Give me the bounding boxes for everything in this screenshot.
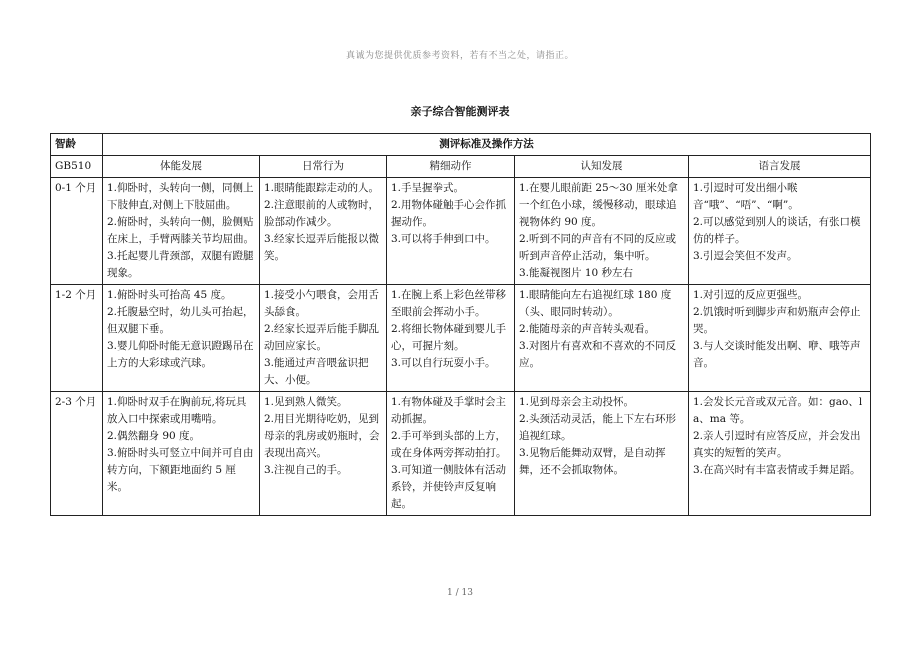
criteria-cell [103, 178, 260, 285]
criteria-item: 1.有物体碰及手掌时会主动抓握。 [391, 396, 507, 425]
criteria-item: 2.能随母亲的声音转头观看。 [519, 323, 656, 335]
criteria-item: 3.对图片有喜欢和不喜欢的不同反应。 [519, 340, 677, 369]
criteria-item: 3.经家长逗弄后能报以微笑。 [264, 233, 380, 262]
criteria-item: 3.能通过声音喂盆识把大、小便。 [264, 357, 369, 386]
criteria-item: 3.可以将手伸到口中。 [391, 233, 496, 245]
criteria-item: 1.会发长元音或双元音。如：gao、l a、ma 等。 [693, 396, 863, 425]
criteria-item: 3.托起婴儿背颈部，双腿有蹬腿现象。 [107, 250, 254, 279]
table-header-row [51, 134, 871, 156]
criteria-item: 3.注视自己的手。 [264, 464, 348, 476]
criteria-item: 1.眼睛能跟踪走动的人。 [264, 182, 380, 194]
criteria-item: 2.托腹悬空时，幼儿头可抬起，但双腿下垂。 [107, 306, 254, 335]
criteria-cell [103, 285, 260, 392]
column-header: 认知发展 [515, 156, 689, 178]
criteria-cell [260, 178, 387, 285]
criteria-item: 1.眼睛能向左右追视红球 180 度（头、眼同时转动）。 [519, 289, 672, 318]
criteria-item: 1.引逗时可发出细小喉音“哦”、“唔”、“啊”。 [693, 182, 799, 211]
criteria-item: 2.手可举到头部的上方，或在身体两旁挥动拍打。 [391, 430, 507, 459]
criteria-cell [260, 285, 387, 392]
criteria-item: 2.将细长物体碰到婴儿手心，可握片刻。 [391, 323, 507, 352]
criteria-item: 2.亲人引逗时有应答反应，并会发出真实的短暂的笑声。 [693, 430, 861, 459]
criteria-cell [387, 392, 515, 516]
age-cell: 1-2 个月 [51, 285, 103, 392]
criteria-item: 3.可以自行玩耍小手。 [391, 357, 496, 369]
column-header: 精细动作 [387, 156, 515, 178]
method-header: 测评标准及操作方法 [103, 134, 871, 156]
criteria-item: 3.婴儿仰卧时能无意识蹬踢吊在上方的大彩球或汽球。 [107, 340, 254, 369]
criteria-item: 1.仰卧时，头转向一侧，同侧上下肢伸直,对侧上下肢屈曲。 [107, 182, 254, 211]
criteria-item: 3.在高兴时有丰富表情或手舞足蹈。 [693, 464, 861, 476]
criteria-cell [515, 178, 689, 285]
criteria-item: 2.俯卧时，头转向一侧，脸侧贴在床上，手臂两膝关节均屈曲。 [107, 216, 254, 245]
criteria-item: 3.可知道一侧肢体有活动系铃，并使铃声反复响起。 [391, 464, 507, 510]
criteria-item: 2.用目光期待吃奶，见到母亲的乳房或奶瓶时，会表现出高兴。 [264, 413, 380, 459]
criteria-item: 3.与人交谈时能发出啊、咿、哦等声音。 [693, 340, 861, 369]
criteria-item: 1.见到熟人微笑。 [264, 396, 348, 408]
criteria-cell [387, 178, 515, 285]
criteria-item: 2.饥饿时听到脚步声和奶瓶声会停止哭。 [693, 306, 861, 335]
criteria-cell [260, 392, 387, 516]
criteria-item: 3.引逗会笑但不发声。 [693, 250, 798, 262]
code-cell: GB510 [51, 156, 103, 178]
criteria-item: 3.能凝视图片 10 秒左右 [519, 267, 634, 279]
criteria-cell [103, 392, 260, 516]
criteria-item: 2.注意眼前的人或物时，脸部动作减少。 [264, 199, 380, 228]
criteria-cell [515, 392, 689, 516]
criteria-item: 1.见到母亲会主动投怀。 [519, 396, 635, 408]
age-cell: 0-1 个月 [51, 178, 103, 285]
criteria-cell [689, 392, 871, 516]
criteria-item: 1.接受小勺喂食，会用舌头舔食。 [264, 289, 380, 318]
criteria-item: 2.用物体碰触手心会作抓握动作。 [391, 199, 507, 228]
criteria-item: 2.听到不同的声音有不同的反应或听到声音停止活动，集中听。 [519, 233, 677, 262]
header-note: 真诚为您提供优质参考资料，若有不当之处，请指正。 [345, 51, 574, 61]
criteria-item: 2.偶然翻身 90 度。 [107, 430, 201, 442]
criteria-item: 1.在婴儿眼前距 25～30 厘米处拿一个红色小球，缓慢移动，眼球追视物体约 90 度。 [519, 182, 678, 228]
page-number: 1 / 13 [447, 588, 473, 598]
criteria-item: 1.仰卧时双手在胸前玩,将玩具放入口中探索或用嘴啃。 [107, 396, 247, 425]
criteria-cell [689, 178, 871, 285]
table-row [51, 392, 871, 516]
criteria-item: 1.在腕上系上彩色丝带移至眼前会挥动小手。 [391, 289, 507, 318]
criteria-item: 1.手呈握拳式。 [391, 182, 465, 194]
document-title: 亲子综合智能测评表 [410, 105, 510, 118]
criteria-item: 2.头颈活动灵活，能上下左右环形追视红球。 [519, 413, 677, 442]
criteria-cell [689, 285, 871, 392]
age-cell: 2-3 个月 [51, 392, 103, 516]
age-header: 智龄 [51, 134, 103, 156]
criteria-item: 1.对引逗的反应更强些。 [693, 289, 809, 301]
table-body [51, 178, 871, 516]
column-header: 体能发展 [103, 156, 260, 178]
table-row [51, 285, 871, 392]
column-header: 语言发展 [689, 156, 871, 178]
table-row [51, 178, 871, 285]
criteria-item: 2.可以感觉到别人的谈话，有张口模仿的样子。 [693, 216, 861, 245]
criteria-cell [515, 285, 689, 392]
column-header-row [51, 156, 871, 178]
criteria-item: 3.俯卧时头可竖立中间并可自由转方向，下额距地面约 5 厘米。 [107, 447, 254, 493]
criteria-item: 1.俯卧时头可抬高 45 度。 [107, 289, 232, 301]
assessment-table [50, 133, 871, 516]
column-header: 日常行为 [260, 156, 387, 178]
criteria-item: 3.见物后能舞动双臂，是自动挥舞，还不会抓取物体。 [519, 447, 666, 476]
criteria-cell [387, 285, 515, 392]
criteria-item: 2.经家长逗弄后能手脚乱动回应家长。 [264, 323, 380, 352]
